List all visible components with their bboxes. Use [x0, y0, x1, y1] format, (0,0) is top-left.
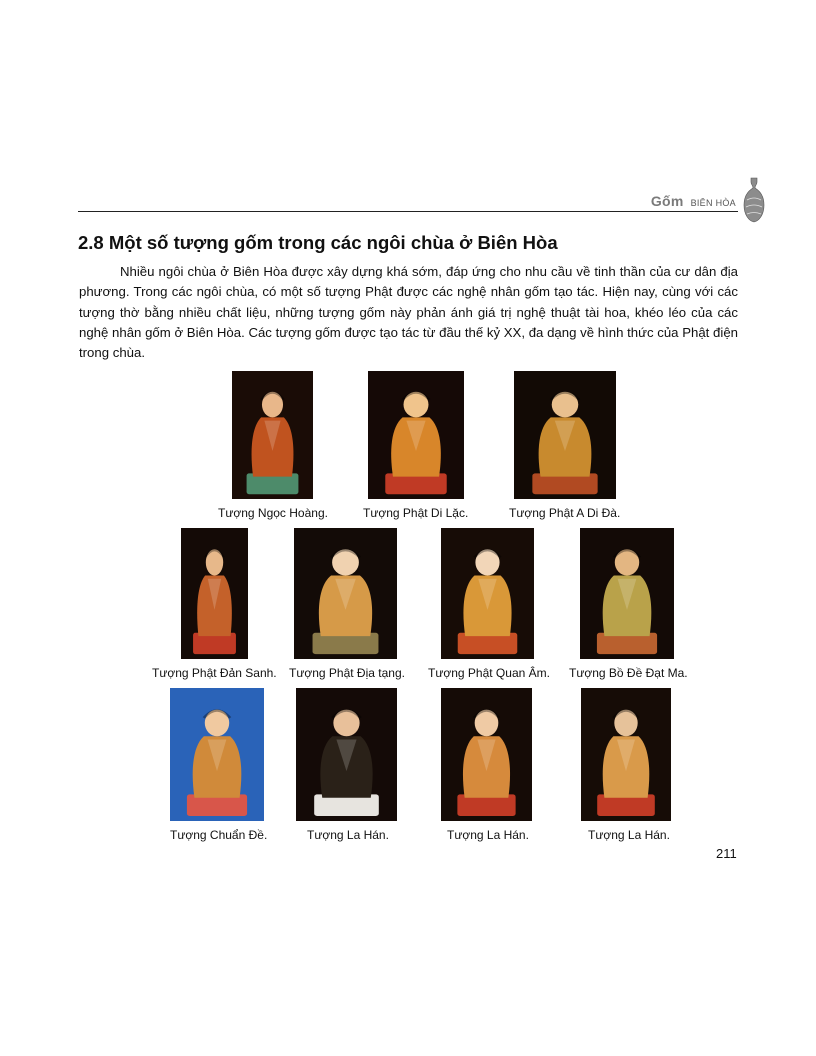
section-paragraph: Nhiều ngôi chùa ở Biên Hòa được xây dựng khá sớm, đáp ứng cho nhu cầu về tinh thần của cư dân địa phương. Trong các ngôi chùa, có một số tượng Phật được các nghệ nhân gốm tạo tác. Hiện nay, cùng với các tượng thờ bằng nhiều chất liệu, những tượng gốm này phản ánh giá trị nghệ thuật tài hoa, khéo léo của các nghệ nhân gốm ở Biên Hòa. Các tượng gốm được tạo tác từ đầu thế kỷ XX, đa dạng về hình thức của Phật điện trong chùa.: [79, 264, 738, 361]
running-header-brand: [651, 193, 736, 209]
statue-photo-la-han-2: [441, 688, 532, 821]
figure-caption: Tượng Phật Đản Sanh.: [152, 666, 277, 680]
figure-caption: Tượng La Hán.: [447, 828, 529, 842]
statue-photo-di-lac: [368, 371, 464, 499]
statue-photo-quan-am: [441, 528, 534, 659]
figure-caption: Tượng La Hán.: [307, 828, 389, 842]
vase-logo-icon: [742, 176, 766, 224]
figure-caption: Tượng Chuẩn Đề.: [170, 828, 268, 842]
figure-caption: Tượng La Hán.: [588, 828, 670, 842]
statue-photo-ngoc-hoang: [232, 371, 313, 499]
figure-caption: Tượng Phật Quan Âm.: [428, 666, 550, 680]
statue-photo-la-han-1: [296, 688, 397, 821]
brand-sub: BIÊN HÒA: [690, 198, 736, 208]
figure-caption: Tượng Bồ Đề Đạt Ma.: [569, 666, 688, 680]
section-title: 2.8 Một số tượng gốm trong các ngôi chùa ở Biên Hòa: [78, 232, 558, 253]
figure-caption: Tượng Phật Địa tạng.: [289, 666, 405, 680]
statue-photo-bo-de-dat-ma: [580, 528, 674, 659]
brand-main: Gốm: [650, 193, 684, 209]
figure-caption: Tượng Ngọc Hoàng.: [218, 506, 328, 520]
statue-photo-la-han-3: [581, 688, 671, 821]
figure-caption: Tượng Phật A Di Đà.: [509, 506, 621, 520]
figure-caption: Tượng Phật Di Lặc.: [363, 506, 469, 520]
statue-photo-dan-sanh: [181, 528, 248, 659]
page-number: 211: [716, 846, 737, 861]
statue-photo-dia-tang: [294, 528, 397, 659]
statue-photo-chuan-de: [170, 688, 264, 821]
statue-photo-a-di-da: [514, 371, 616, 499]
header-rule: [78, 211, 738, 212]
